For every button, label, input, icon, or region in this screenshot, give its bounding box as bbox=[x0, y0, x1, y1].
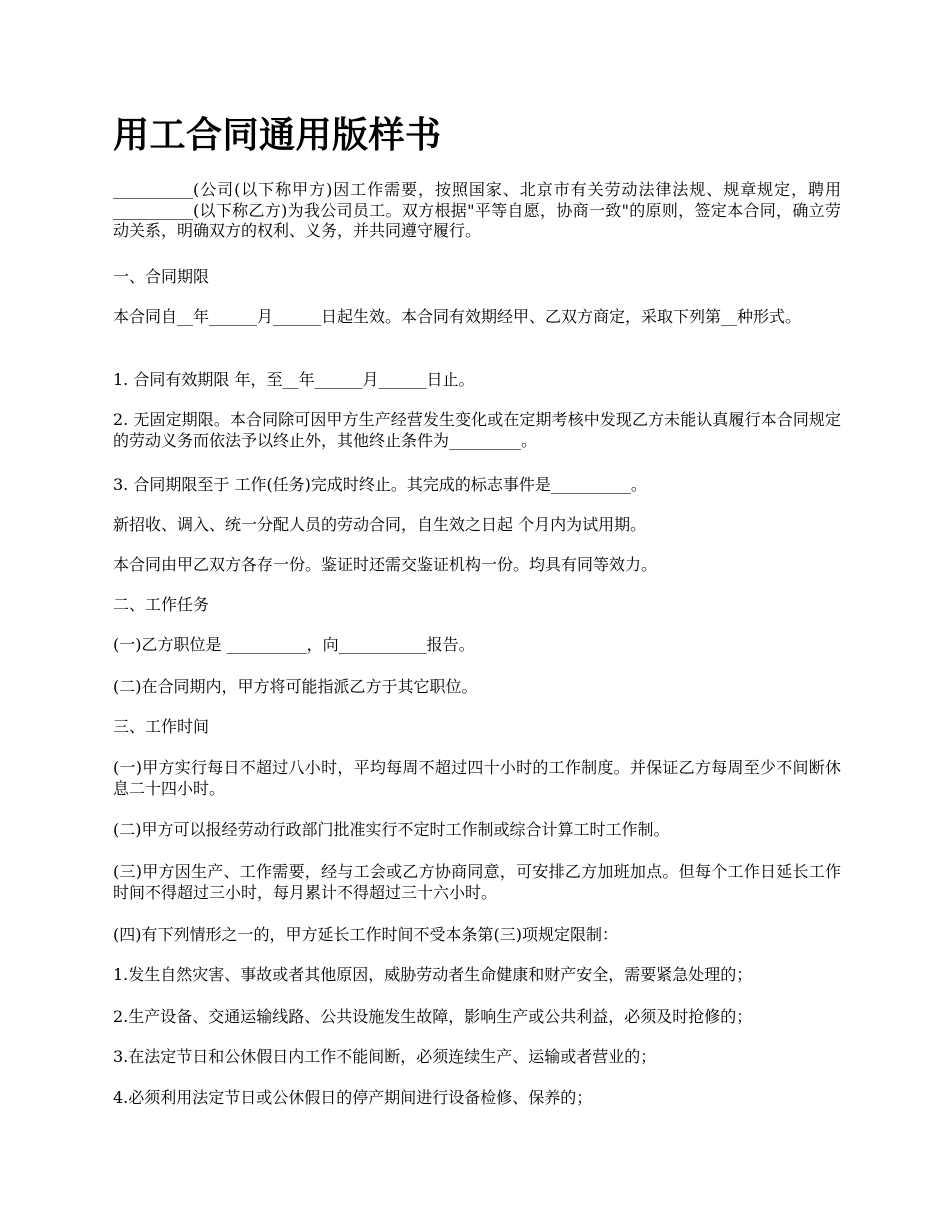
list-item-repairs: 2.生产设备、交通运输线路、公共设施发生故障，影响生产或公共利益，必须及时抢修的； bbox=[113, 1007, 753, 1026]
document-title: 用工合同通用版样书 bbox=[113, 115, 442, 156]
paragraph-probation: 新招收、调入、统一分配人员的劳动合同，自生效之日起 个月内为试用期。 bbox=[113, 515, 647, 534]
list-item-task-term: 3. 合同期限至于 工作(任务)完成时终止。其完成的标志事件是__________。 bbox=[113, 475, 647, 494]
list-item-fixed-term: 1. 合同有效期限 年，至__年______月______日止。 bbox=[113, 370, 475, 389]
paragraph-position: (一)乙方职位是 __________，向___________报告。 bbox=[113, 635, 475, 654]
list-item-continuous-operation: 3.在法定节日和公休假日内工作不能间断，必须连续生产、运输或者营业的； bbox=[113, 1047, 657, 1066]
paragraph-effective-date: 本合同自__年______月______日起生效。本合同有效期经甲、乙双方商定，采取下列第__种形式。 bbox=[113, 307, 802, 326]
paragraph-reassignment: (二)在合同期内，甲方将可能指派乙方于其它职位。 bbox=[113, 677, 478, 696]
section-heading-working-hours: 三、工作时间 bbox=[113, 717, 210, 736]
list-item-emergency: 1.发生自然灾害、事故或者其他原因，威胁劳动者生命健康和财产安全，需要紧急处理的； bbox=[113, 965, 753, 984]
list-item-open-term: 2. 无固定期限。本合同除可因甲方生产经营发生变化或在定期考核中发现乙方未能认真履行本合同规定的劳动义务而依法予以终止外，其他终止条件为_________。 bbox=[113, 410, 841, 450]
paragraph-overtime: (三)甲方因生产、工作需要，经与工会或乙方协商同意，可安排乙方加班加点。但每个工作日延长工作时间不得超过三小时，每月累计不得超过三十六小时。 bbox=[113, 862, 841, 902]
list-item-maintenance: 4.必须利用法定节日或公休假日的停产期间进行设备检修、保养的； bbox=[113, 1088, 593, 1107]
paragraph-flexible-hours: (二)甲方可以报经劳动行政部门批准实行不定时工作制或综合计算工时工作制。 bbox=[113, 820, 670, 839]
section-heading-job-duties: 二、工作任务 bbox=[113, 595, 210, 614]
paragraph-overtime-exceptions: (四)有下列情形之一的，甲方延长工作时间不受本条第(三)项规定限制： bbox=[113, 925, 618, 944]
section-heading-contract-term: 一、合同期限 bbox=[113, 267, 210, 286]
paragraph-copies: 本合同由甲乙双方各存一份。鉴证时还需交鉴证机构一份。均具有同等效力。 bbox=[113, 555, 658, 574]
intro-paragraph: __________(公司(以下称甲方)因工作需要，按照国家、北京市有关劳动法律法规、规章规定，聘用__________(以下称乙方)为我公司员工。双方根据"平等自愿，协商一致"的原则，签定本合同，确立劳动关系，明确双方的权利、义务，并共同遵守履行。 bbox=[113, 180, 841, 240]
paragraph-hours-system: (一)甲方实行每日不超过八小时，平均每周不超过四十小时的工作制度。并保证乙方每周至少不间断休息二十四小时。 bbox=[113, 758, 841, 798]
